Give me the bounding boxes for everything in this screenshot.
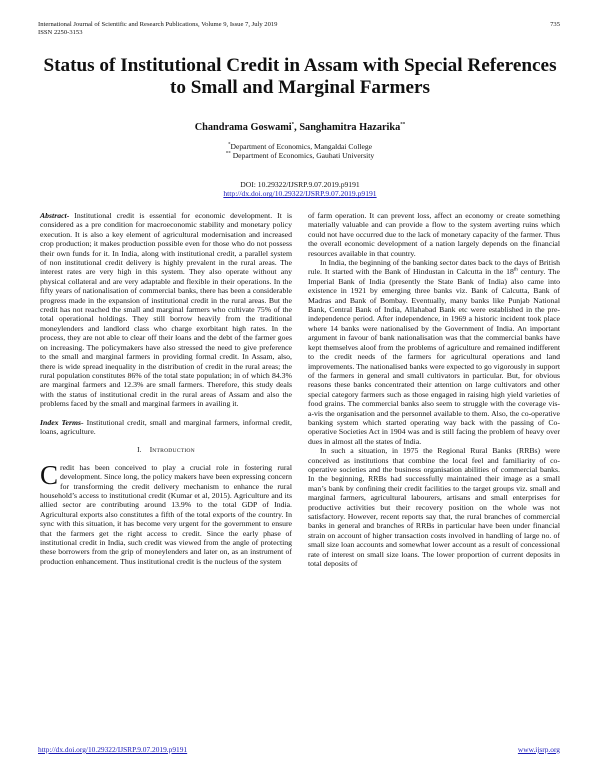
left-column — [40, 211, 292, 566]
abstract — [40, 211, 292, 409]
affiliation-1-mark: * — [228, 142, 231, 148]
doi-text: DOI: 10.29322/IJSRP.9.07.2019.p9191 — [240, 180, 360, 189]
paragraph-farm-operation: of farm operation. It can prevent loss, affect an economy or create something materially valuable and can provide a flow to the system averting ruins which could not have occurred due to the lack of monetary capacity of the farmer. Thus the overall economic development of a nation largely depends on the financial resources available in that country. — [308, 211, 560, 258]
index-terms-label: Index Terms- — [40, 417, 84, 427]
right-column — [308, 211, 560, 568]
paragraph-rrb: In such a situation, in 1975 the Regional Rural Banks (RRBs) were conceived as institutions that combine the local feel and familiarity of co-operative societies and the business organisation abilities of commercial banks. In the beginning, RRBs had successfully maintained their image as a small man’s bank by confining their credit facilities to the target groups viz. small and marginal farmers, agricultural labourers, artisans and small enterprises for productive activities but their recovery position on the whole was not satisfactory. However, recent reports say that, the rural branches of commercial banks in general and branches of RRBs in particular have been under financial strain on account of higher transaction costs involved in handling of large no. of small size loan accounts and somewhat lower account as a result of concessional rate of interest on small size loans. The lower proportion of current deposits in total deposits of — [308, 446, 560, 569]
intro-text: redit has been conceived to play a crucial role in fostering rural development. Since long, the policy makers have been expressing concern for transforming the credit delivery mechanism to enhance the rural household’s access to institutional credit (Kumar et al, 2015). Agriculture and its allied sector are contributing around 13.9% to the total GDP of India. Agricultural exports also constitutes a fifth of the total exports of the country. In sync with this situation, it has become very urgent for the government to ensure that the farmers get the right access to credit. Since the early phase of institutional credit in India, such credit was viewed from the angle of protecting these borrowers from the grip of moneylenders and later on, as an instrument of production enhancement. Thus institutional credit is the nucleus of the system — [40, 462, 292, 566]
ordinal-suffix: th — [513, 267, 518, 273]
author-1: Chandrama Goswami — [194, 122, 292, 133]
author-separator: , — [294, 122, 300, 133]
author-line — [40, 122, 560, 133]
footer-website-link[interactable]: www.ijsrp.org — [517, 745, 560, 754]
affiliation-2-mark: ** — [225, 151, 231, 157]
dropcap-letter: C — [40, 459, 59, 490]
author-2-mark: ** — [400, 122, 406, 128]
abstract-text: Institutional credit is essential for economic development. It is considered as a pre condition for macroeconomic stability and monetary policy execution. It is also a key element of agricultural modernisation and increased crop production; it makes production possible even for those who do not possess their own funds for it. In India, along with institutional credit, a parallel system of non institutional credit delivery is highly prevalent in the rural areas. The interest rates are very high in this system. They also operate without any physical collateral and are very adaptable and flexible in their operations. In the fifty years of nationalisation of commercial banks, there has been a considerable progress made in the expansion of institutional credit in the rural areas. But the credit has not reached the small and marginal farmers who cultivate 75% of the total operational holdings. They still borrow heavily from the traditional moneylenders and landlord class who charge exorbitant high rates. In the process, they are not able to clear off their loans and the debt of the farmer goes on increasing. The policymakers have also stressed the need to give preference to the small and marginal farmers in providing formal credit. In Assam, also, there is wide spread inequality in the distribution of credit in the rural areas; the rural population constitutes 86% of the total state population; in of which 84.3% are marginal farmers and 12.3% are small farmers. Therefore, this study deals with the status of institutional credit in the rural areas of Assam and also the problems faced by the small and marginal farmers in availing it. — [40, 211, 292, 409]
affiliations — [40, 142, 560, 161]
issn: ISSN 2250-3153 — [38, 29, 83, 37]
index-terms-text: Institutional credit, small and marginal farmers, informal credit, loans, agriculture. — [40, 417, 292, 436]
author-1-mark: * — [291, 122, 295, 128]
affiliation-2 — [40, 151, 560, 160]
section-title-rest: NTRODUCTION — [152, 448, 195, 455]
affiliation-1 — [40, 142, 560, 151]
doi-block — [40, 180, 560, 199]
author-2: Sanghamitra Hazarika — [299, 122, 401, 133]
doi-link[interactable]: http://dx.doi.org/10.29322/IJSRP.9.07.2019.p9191 — [223, 189, 377, 199]
running-header — [38, 21, 277, 37]
abstract-label: Abstract- — [40, 211, 70, 220]
journal-name: International Journal of Scientific and Research Publications, Volume 9, Issue 7, July 2019 — [38, 21, 278, 28]
banking-history-text-a: In India, the beginning of the banking sector dates back to the days of British rule. It started with the Bank of Hindustan in Calcutta in the 18 — [308, 258, 560, 277]
page-number: 735 — [550, 21, 560, 28]
banking-history-text-b: century. The Imperial Bank of India (presently the State Bank of India) also came into existence in 1921 by emerging three banks viz. Bank of Calcutta, Bank of Madras and Bank of Bombay. Eventually, many banks like Punjab National Bank, Central Bank of India, Allahabad Bank etc were established in the pre-independence period. After independence, in 1969 a historic incident took place where 14 banks were nationalised by the Government of India. An important argument in favour of bank nationalisation was that the commercial banks have kept themselves aloof from the problems of agriculture and remained indifferent to the credit needs of the farmers for agricultural operations and land improvements. The nationalised banks were expected to go vigorously in support of the farmers in general and small cultivators in particular. But, for obvious reasons these banks concentrated their attention on large cultivators and other special category farmers such as those engaged in raising high yield varieties of food grains. The commercial banks also seem to struggle with the coverage vis-a-vis the organisation and the personnel available to them. Also, the co-operative banking system which started operating way back with the passing of Co-operative Societies Act in 1904 was and is still facing the problem of heavy over dues in almost all the states of India. — [308, 267, 560, 446]
intro-paragraph — [40, 459, 292, 566]
paragraph-banking-history — [308, 258, 560, 446]
section-number: I. — [137, 446, 142, 455]
affiliation-1-text: Department of Economics, Mangaldai College — [230, 142, 372, 151]
affiliation-2-text: Department of Economics, Gauhati University — [230, 151, 375, 161]
footer-doi-link[interactable]: http://dx.doi.org/10.29322/IJSRP.9.07.2019.p9191 — [38, 745, 188, 754]
section-title-initial: I — [149, 446, 153, 455]
paper-title: Status of Institutional Credit in Assam with Special References to Small and Marginal Farmers — [43, 55, 557, 98]
section-heading — [40, 446, 292, 456]
index-terms — [40, 418, 292, 437]
